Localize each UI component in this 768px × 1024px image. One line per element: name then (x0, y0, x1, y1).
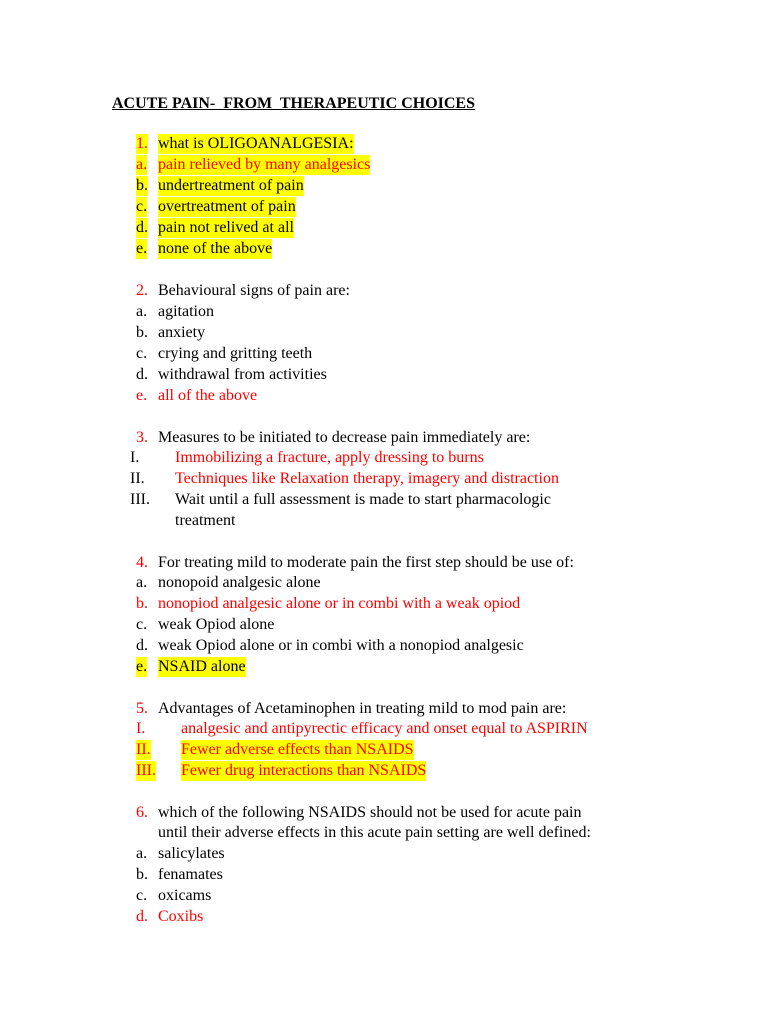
question-number: 5. (136, 700, 148, 717)
question-text: Advantages of Acetaminophen in treating mild to mod pain are: (158, 700, 567, 717)
question-text: which of the following NSAIDS should not be used for acute pain (158, 804, 582, 821)
question-number: 1. (136, 135, 148, 152)
question-text: For treating mild to moderate pain the first step should be use of: (158, 554, 574, 571)
question-text: what is OLIGOANALGESIA: (158, 135, 354, 152)
question-number: 2. (136, 282, 148, 299)
question-text: Measures to be initiated to decrease pain immediately are: (158, 429, 531, 446)
question-number: 4. (136, 554, 148, 571)
page-title: ACUTE PAIN- FROM THERAPEUTIC CHOICES (112, 95, 475, 112)
question-text: Behavioural signs of pain are: (158, 282, 350, 299)
question-number: 3. (136, 429, 148, 446)
question-number: 6. (136, 804, 148, 821)
